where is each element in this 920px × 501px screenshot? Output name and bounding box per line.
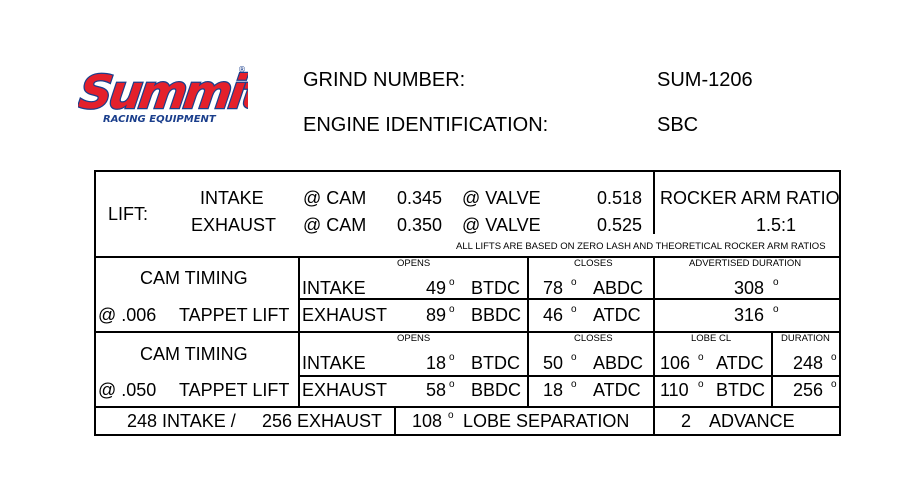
degree-symbol: o bbox=[698, 352, 704, 363]
degree-symbol: o bbox=[571, 277, 577, 288]
lift-intake-at-valve: @ VALVE bbox=[462, 188, 541, 208]
logo-tagline: RACING EQUIPMENT bbox=[103, 114, 216, 125]
timing050-intake-close-ref: ABDC bbox=[593, 353, 644, 373]
timing006-intake-duration: 308 bbox=[734, 278, 765, 298]
lift-exhaust-at-cam: @ CAM bbox=[303, 215, 367, 235]
lift-intake-cam: 0.345 bbox=[397, 188, 443, 208]
timing006-intake-name: INTAKE bbox=[302, 278, 366, 298]
engine-id-label: ENGINE IDENTIFICATION: bbox=[303, 114, 549, 136]
logo-wordmark: Summit bbox=[78, 65, 248, 119]
registered-mark: ® bbox=[238, 65, 246, 74]
timing050-exhaust-lobe: 110 bbox=[660, 380, 689, 400]
lift-exhaust-valve: 0.525 bbox=[596, 215, 642, 235]
lift-exhaust-cam: 0.350 bbox=[397, 215, 443, 235]
timing050-intake-open-ref: BTDC bbox=[471, 353, 520, 373]
timing006-exhaust-duration: 316 bbox=[734, 305, 765, 325]
timing050-intake-lobe: 106 bbox=[660, 353, 691, 373]
timing050-exhaust-open-ref: BBDC bbox=[471, 380, 522, 400]
timing006-intake-close: 78 bbox=[543, 278, 564, 298]
lift-label: LIFT: bbox=[108, 204, 149, 224]
timing006-closes-header: CLOSES bbox=[574, 258, 613, 269]
timing050-opens-header: OPENS bbox=[397, 333, 431, 344]
timing006-title: CAM TIMING bbox=[140, 268, 248, 288]
timing006-exhaust-open-ref: BBDC bbox=[471, 305, 522, 325]
degree-symbol: o bbox=[448, 410, 454, 421]
timing006-advertised-header: ADVERTISED DURATION bbox=[689, 258, 802, 269]
lift-intake-at-cam: @ CAM bbox=[303, 188, 367, 208]
degree-symbol: o bbox=[831, 379, 837, 390]
degree-symbol: o bbox=[831, 352, 837, 363]
timing006-opens-header: OPENS bbox=[397, 258, 431, 269]
lift-exhaust-at-valve: @ VALVE bbox=[462, 215, 541, 235]
timing006-exhaust-open: 89 bbox=[425, 305, 446, 325]
degree-symbol: o bbox=[449, 352, 455, 363]
timing006-exhaust-name: EXHAUST bbox=[302, 305, 388, 325]
degree-symbol: o bbox=[571, 379, 577, 390]
timing050-exhaust-lobe-ref: BTDC bbox=[716, 380, 765, 400]
timing050-duration-header: DURATION bbox=[781, 333, 830, 344]
timing050-lobe-header: LOBE CL bbox=[691, 333, 732, 344]
vline-lobe bbox=[771, 331, 773, 406]
timing050-intake-open: 18 bbox=[425, 353, 446, 373]
degree-symbol: o bbox=[449, 304, 455, 315]
grind-number-value: SUM-1206 bbox=[657, 69, 753, 91]
rocker-ratio-label: ROCKER ARM RATIO bbox=[660, 188, 840, 208]
divider-050-rows bbox=[299, 375, 841, 377]
summary-advance-label: ADVANCE bbox=[709, 411, 795, 431]
summary-lsa: 108 bbox=[412, 411, 443, 431]
degree-symbol: o bbox=[773, 304, 779, 315]
timing006-tappet: TAPPET LIFT bbox=[179, 305, 290, 325]
timing006-exhaust-close-ref: ATDC bbox=[593, 305, 641, 325]
rocker-ratio-value: 1.5:1 bbox=[756, 215, 797, 235]
timing050-intake-duration: 248 bbox=[793, 353, 824, 373]
lift-exhaust-name: EXHAUST bbox=[191, 215, 277, 235]
summary-exhaust: 256 EXHAUST bbox=[262, 411, 383, 431]
timing006-intake-open-ref: BTDC bbox=[471, 278, 520, 298]
engine-id-value: SBC bbox=[657, 114, 699, 136]
divider-summary bbox=[94, 406, 841, 408]
timing050-intake-name: INTAKE bbox=[302, 353, 366, 373]
timing050-exhaust-close: 18 bbox=[543, 380, 564, 400]
summary-intake: 248 INTAKE / bbox=[127, 411, 236, 431]
degree-symbol: o bbox=[571, 352, 577, 363]
lift-intake-valve: 0.518 bbox=[596, 188, 642, 208]
timing050-closes-header: CLOSES bbox=[574, 333, 613, 344]
vline-closes bbox=[653, 256, 655, 436]
lift-note: ALL LIFTS ARE BASED ON ZERO LASH AND THEORETICAL ROCKER ARM RATIOS bbox=[456, 241, 826, 252]
vline-summary-1 bbox=[394, 406, 396, 436]
degree-symbol: o bbox=[449, 379, 455, 390]
timing006-intake-open: 49 bbox=[425, 278, 446, 298]
degree-symbol: o bbox=[449, 277, 455, 288]
lift-intake-name: INTAKE bbox=[200, 188, 264, 208]
vline-rocker bbox=[653, 170, 655, 234]
timing050-intake-close: 50 bbox=[543, 353, 564, 373]
timing050-exhaust-name: EXHAUST bbox=[302, 380, 388, 400]
degree-symbol: o bbox=[698, 379, 704, 390]
timing050-title: CAM TIMING bbox=[140, 344, 248, 364]
timing006-exhaust-close: 46 bbox=[543, 305, 564, 325]
timing050-tappet: TAPPET LIFT bbox=[179, 380, 290, 400]
summary-lsa-label: LOBE SEPARATION bbox=[463, 411, 630, 431]
timing050-at: @ .050 bbox=[98, 380, 157, 400]
summary-advance: 2 bbox=[681, 411, 692, 431]
timing050-exhaust-duration: 256 bbox=[793, 380, 824, 400]
timing006-at: @ .006 bbox=[98, 305, 157, 325]
degree-symbol: o bbox=[571, 304, 577, 315]
vline-labels bbox=[298, 256, 300, 406]
grind-number-label: GRIND NUMBER: bbox=[303, 69, 466, 91]
timing050-exhaust-open: 58 bbox=[425, 380, 446, 400]
degree-symbol: o bbox=[773, 277, 779, 288]
timing050-exhaust-close-ref: ATDC bbox=[593, 380, 641, 400]
timing050-intake-lobe-ref: ATDC bbox=[716, 353, 764, 373]
vline-opens bbox=[527, 256, 529, 406]
timing006-intake-close-ref: ABDC bbox=[593, 278, 644, 298]
